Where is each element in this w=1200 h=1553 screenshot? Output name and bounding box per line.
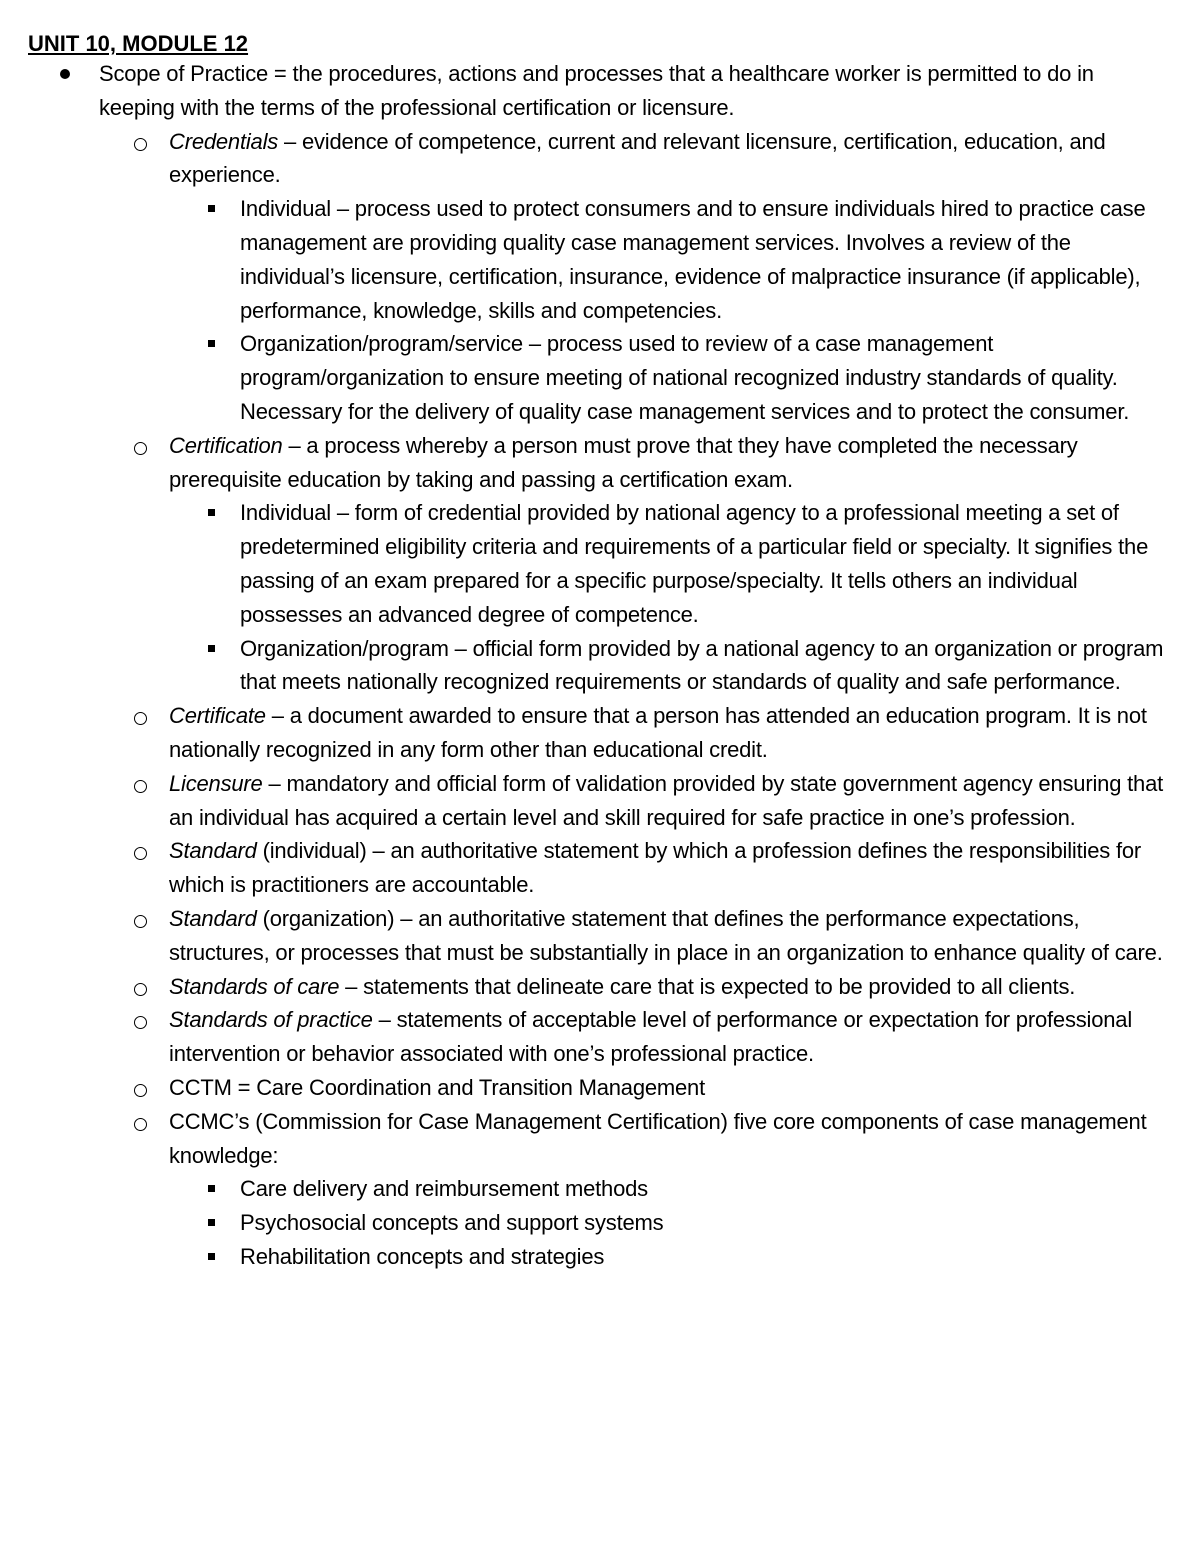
square-bullet-icon: [208, 1253, 215, 1260]
list-item: [0, 1003, 1164, 1071]
list-item: [0, 767, 1164, 835]
list-item: [0, 632, 1170, 700]
page-title: UNIT 10, MODULE 12: [28, 31, 249, 56]
item-text: CCTM = Care Coordination and Transition Management: [169, 1074, 705, 1100]
square-bullet-icon: [208, 509, 215, 516]
list-item: [0, 1240, 1170, 1274]
hollow-bullet-icon: [134, 712, 147, 725]
notes-list: [0, 57, 1200, 1274]
item-text: (individual) – an authoritative statement by which a profession defines the responsibilities for which is practitioners are accountable.: [169, 838, 1142, 898]
list-item: [0, 57, 1174, 125]
list-item: [0, 1105, 1164, 1173]
list-item: [0, 1172, 1170, 1206]
item-term: Credentials: [169, 128, 279, 154]
item-text: – a process whereby a person must prove that they have completed the necessary prerequisite education by taking and passing a certification exam.: [169, 432, 1078, 492]
hollow-bullet-icon: [134, 1084, 147, 1097]
hollow-bullet-icon: [134, 847, 147, 860]
list-item: [0, 970, 1164, 1004]
item-term: Standard: [169, 838, 257, 864]
item-term: Standards of practice: [169, 1007, 373, 1033]
item-term: Standard: [169, 905, 257, 931]
item-term: Standards of care: [169, 973, 340, 999]
item-text: CCMC’s (Commission for Case Management Certification) five core components of case management knowledge:: [169, 1108, 1147, 1168]
hollow-bullet-icon: [134, 915, 147, 928]
square-bullet-icon: [208, 645, 215, 652]
list-item: [0, 327, 1170, 428]
hollow-bullet-icon: [134, 1016, 147, 1029]
item-term: Licensure: [169, 770, 263, 796]
item-text: Scope of Practice = the procedures, actions and processes that a healthcare worker is permitted to do in keeping with the terms of the professional certification or licensure.: [99, 61, 1094, 120]
item-term: Certificate: [169, 703, 266, 729]
item-text: Organization/program – official form provided by a national agency to an organization or program that meets nationally recognized requirements or standards of quality and safe performance.: [240, 635, 1164, 695]
list-item: [0, 699, 1164, 767]
square-bullet-icon: [208, 205, 215, 212]
item-text: – a document awarded to ensure that a person has attended an education program. It is not nationally recognized in any form other than educational credit.: [169, 703, 1147, 762]
item-text: – evidence of competence, current and relevant licensure, certification, education, and experience.: [169, 128, 1106, 188]
list-item: [0, 1071, 1164, 1105]
item-text: Organization/program/service – process used to review of a case management program/organization to ensure meeting of national recognized industry standards of quality. Necessary for the delivery of quality case management services and to protect the consumer.: [240, 331, 1130, 424]
square-bullet-icon: [208, 1219, 215, 1226]
hollow-bullet-icon: [134, 780, 147, 793]
item-text: – mandatory and official form of validation provided by state government agency ensuring that an individual has acquired a certain level and skill required for safe practice in one’s profession.: [169, 770, 1164, 830]
list-item: [0, 192, 1170, 327]
item-term: Certification: [169, 432, 283, 458]
item-text: Psychosocial concepts and support systems: [240, 1210, 664, 1236]
hollow-bullet-icon: [134, 1118, 147, 1131]
hollow-bullet-icon: [134, 442, 147, 455]
item-text: – statements of acceptable level of performance or expectation for professional intervention or behavior associated with one’s professional practice.: [169, 1007, 1133, 1067]
list-item: [0, 834, 1164, 902]
list-item: [0, 429, 1164, 497]
hollow-bullet-icon: [134, 138, 147, 151]
list-item: [0, 1206, 1170, 1240]
item-text: – statements that delineate care that is expected to be provided to all clients.: [339, 973, 1076, 999]
list-item: [0, 125, 1164, 193]
item-text: Individual – process used to protect consumers and to ensure individuals hired to practice case management are providing quality case management services. Involves a review of the individual’s licensure, certification, insurance, evidence of malpractice insurance (if applicable), performance, knowledge, skills and competencies.: [240, 196, 1146, 323]
item-text: Individual – form of credential provided by national agency to a professional meeting a set of predetermined eligibility criteria and requirements of a particular field or specialty. It signifies the passing of an exam prepared for a specific purpose/specialty. It tells others an individual possesses an advanced degree of competence.: [240, 500, 1149, 627]
square-bullet-icon: [208, 1185, 215, 1192]
item-text: Care delivery and reimbursement methods: [240, 1176, 648, 1202]
list-item: [0, 902, 1164, 970]
item-text: Rehabilitation concepts and strategies: [240, 1243, 605, 1269]
list-item: [0, 496, 1170, 631]
item-text: (organization) – an authoritative statement that defines the performance expectations, structures, or processes that must be substantially in place in an organization to enhance quality of care.: [169, 905, 1163, 965]
square-bullet-icon: [208, 340, 215, 347]
hollow-bullet-icon: [134, 983, 147, 996]
filled-bullet-icon: [60, 69, 70, 79]
